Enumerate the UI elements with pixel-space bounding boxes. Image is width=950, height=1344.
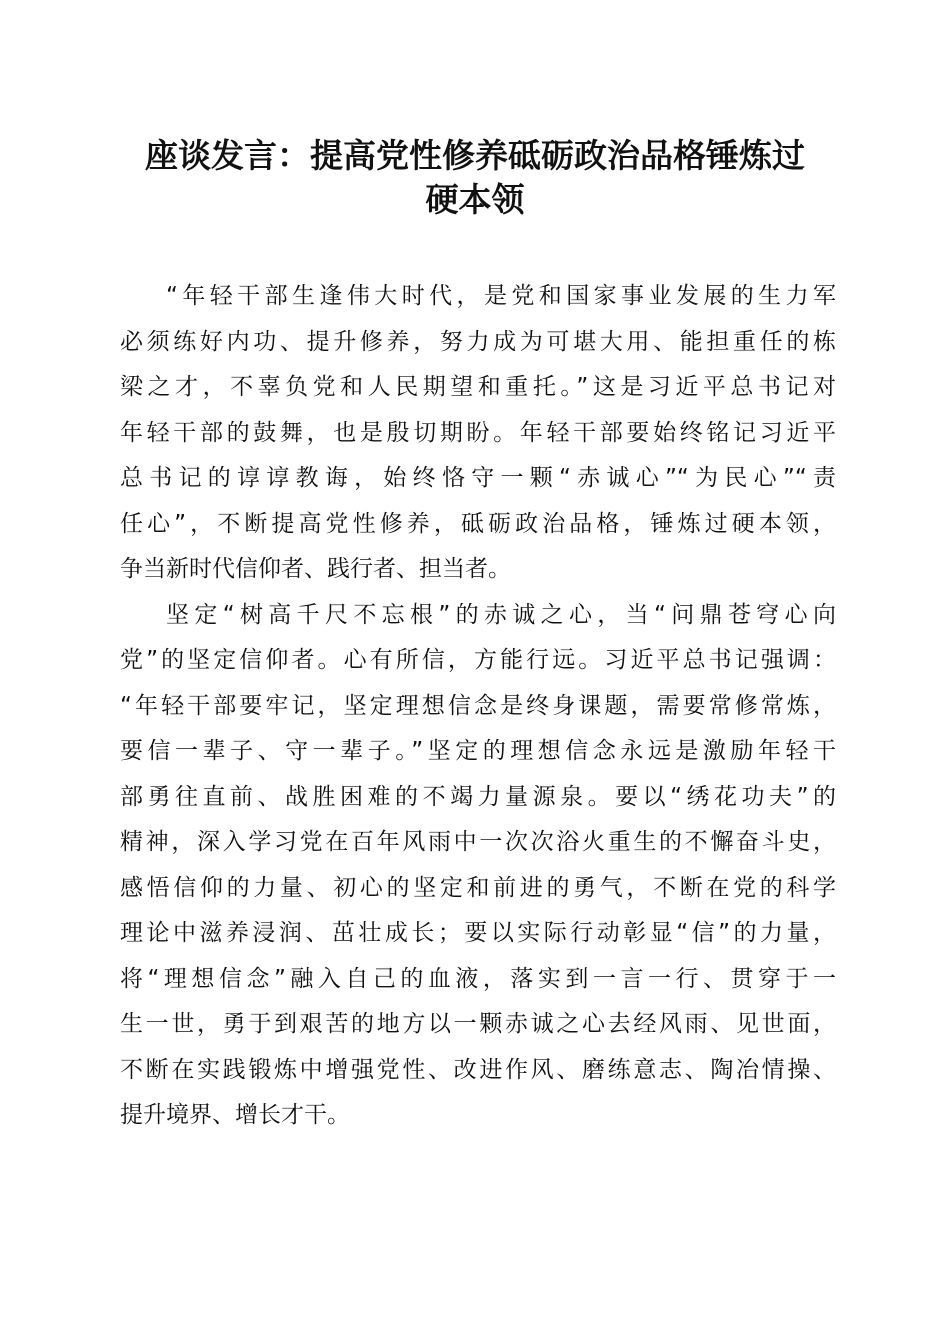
- paragraph-line: 要信一辈子、守一辈子。”坚定的理想信念永远是激励年轻干: [120, 738, 836, 764]
- paragraph-line: 提升境界、增长才干。: [120, 1102, 350, 1128]
- paragraph-line: 任心”，不断提高党性修养，砥砺政治品格，锤炼过硬本领，: [120, 510, 836, 537]
- paragraph-line: 部勇往直前、战胜困难的不竭力量源泉。要以“绣花功夫”的: [120, 783, 836, 810]
- paragraph-line: 感悟信仰的力量、初心的坚定和前进的勇气，不断在党的科学: [120, 874, 836, 901]
- paragraph-line: 坚定“树高千尺不忘根”的赤诚之心，当“问鼎苍穹心向: [166, 601, 836, 628]
- paragraph-line: 将“理想信念”融入自己的血液，落实到一言一行、贯穿于一: [120, 965, 836, 992]
- title-line-2: 硬本领: [425, 180, 525, 219]
- body-text: [120, 274, 836, 1139]
- paragraph-line: 生一世，勇于到艰苦的地方以一颗赤诚之心去经风雨、见世面，: [120, 1011, 836, 1037]
- paragraph-line: 总书记的谆谆教诲，始终恪守一颗“赤诚心”“为民心”“责: [120, 465, 836, 491]
- paragraph-line: 理论中滋养浸润、茁壮成长；要以实际行动彰显“信”的力量，: [120, 920, 836, 946]
- paragraph-line: 年轻干部的鼓舞，也是殷切期盼。年轻干部要始终铭记习近平: [120, 419, 836, 446]
- paragraph-line: 梁之才，不辜负党和人民期望和重托。”这是习近平总书记对: [120, 374, 836, 400]
- title-line-1: 座谈发言：提高党性修养砥砺政治品格锤炼过: [145, 136, 805, 175]
- paragraph-line: 必须练好内功、提升修养，努力成为可堪大用、能担重任的栋: [120, 328, 836, 355]
- page-title: [100, 134, 850, 222]
- paragraph-2: [120, 593, 836, 1139]
- paragraph-line: “年轻干部生逢伟大时代，是党和国家事业发展的生力军: [166, 283, 836, 309]
- paragraph-line: “年轻干部要牢记，坚定理想信念是终身课题，需要常修常炼，: [120, 692, 836, 719]
- paragraph-1: [120, 274, 836, 593]
- paragraph-line: 精神，深入学习党在百年风雨中一次次浴火重生的不懈奋斗史，: [120, 829, 836, 855]
- paragraph-line: 不断在实践锻炼中增强党性、改进作风、磨练意志、陶冶情操、: [120, 1056, 836, 1083]
- paragraph-line: 争当新时代信仰者、践行者、担当者。: [120, 556, 511, 582]
- paragraph-line: 党”的坚定信仰者。心有所信，方能行远。习近平总书记强调：: [120, 647, 836, 673]
